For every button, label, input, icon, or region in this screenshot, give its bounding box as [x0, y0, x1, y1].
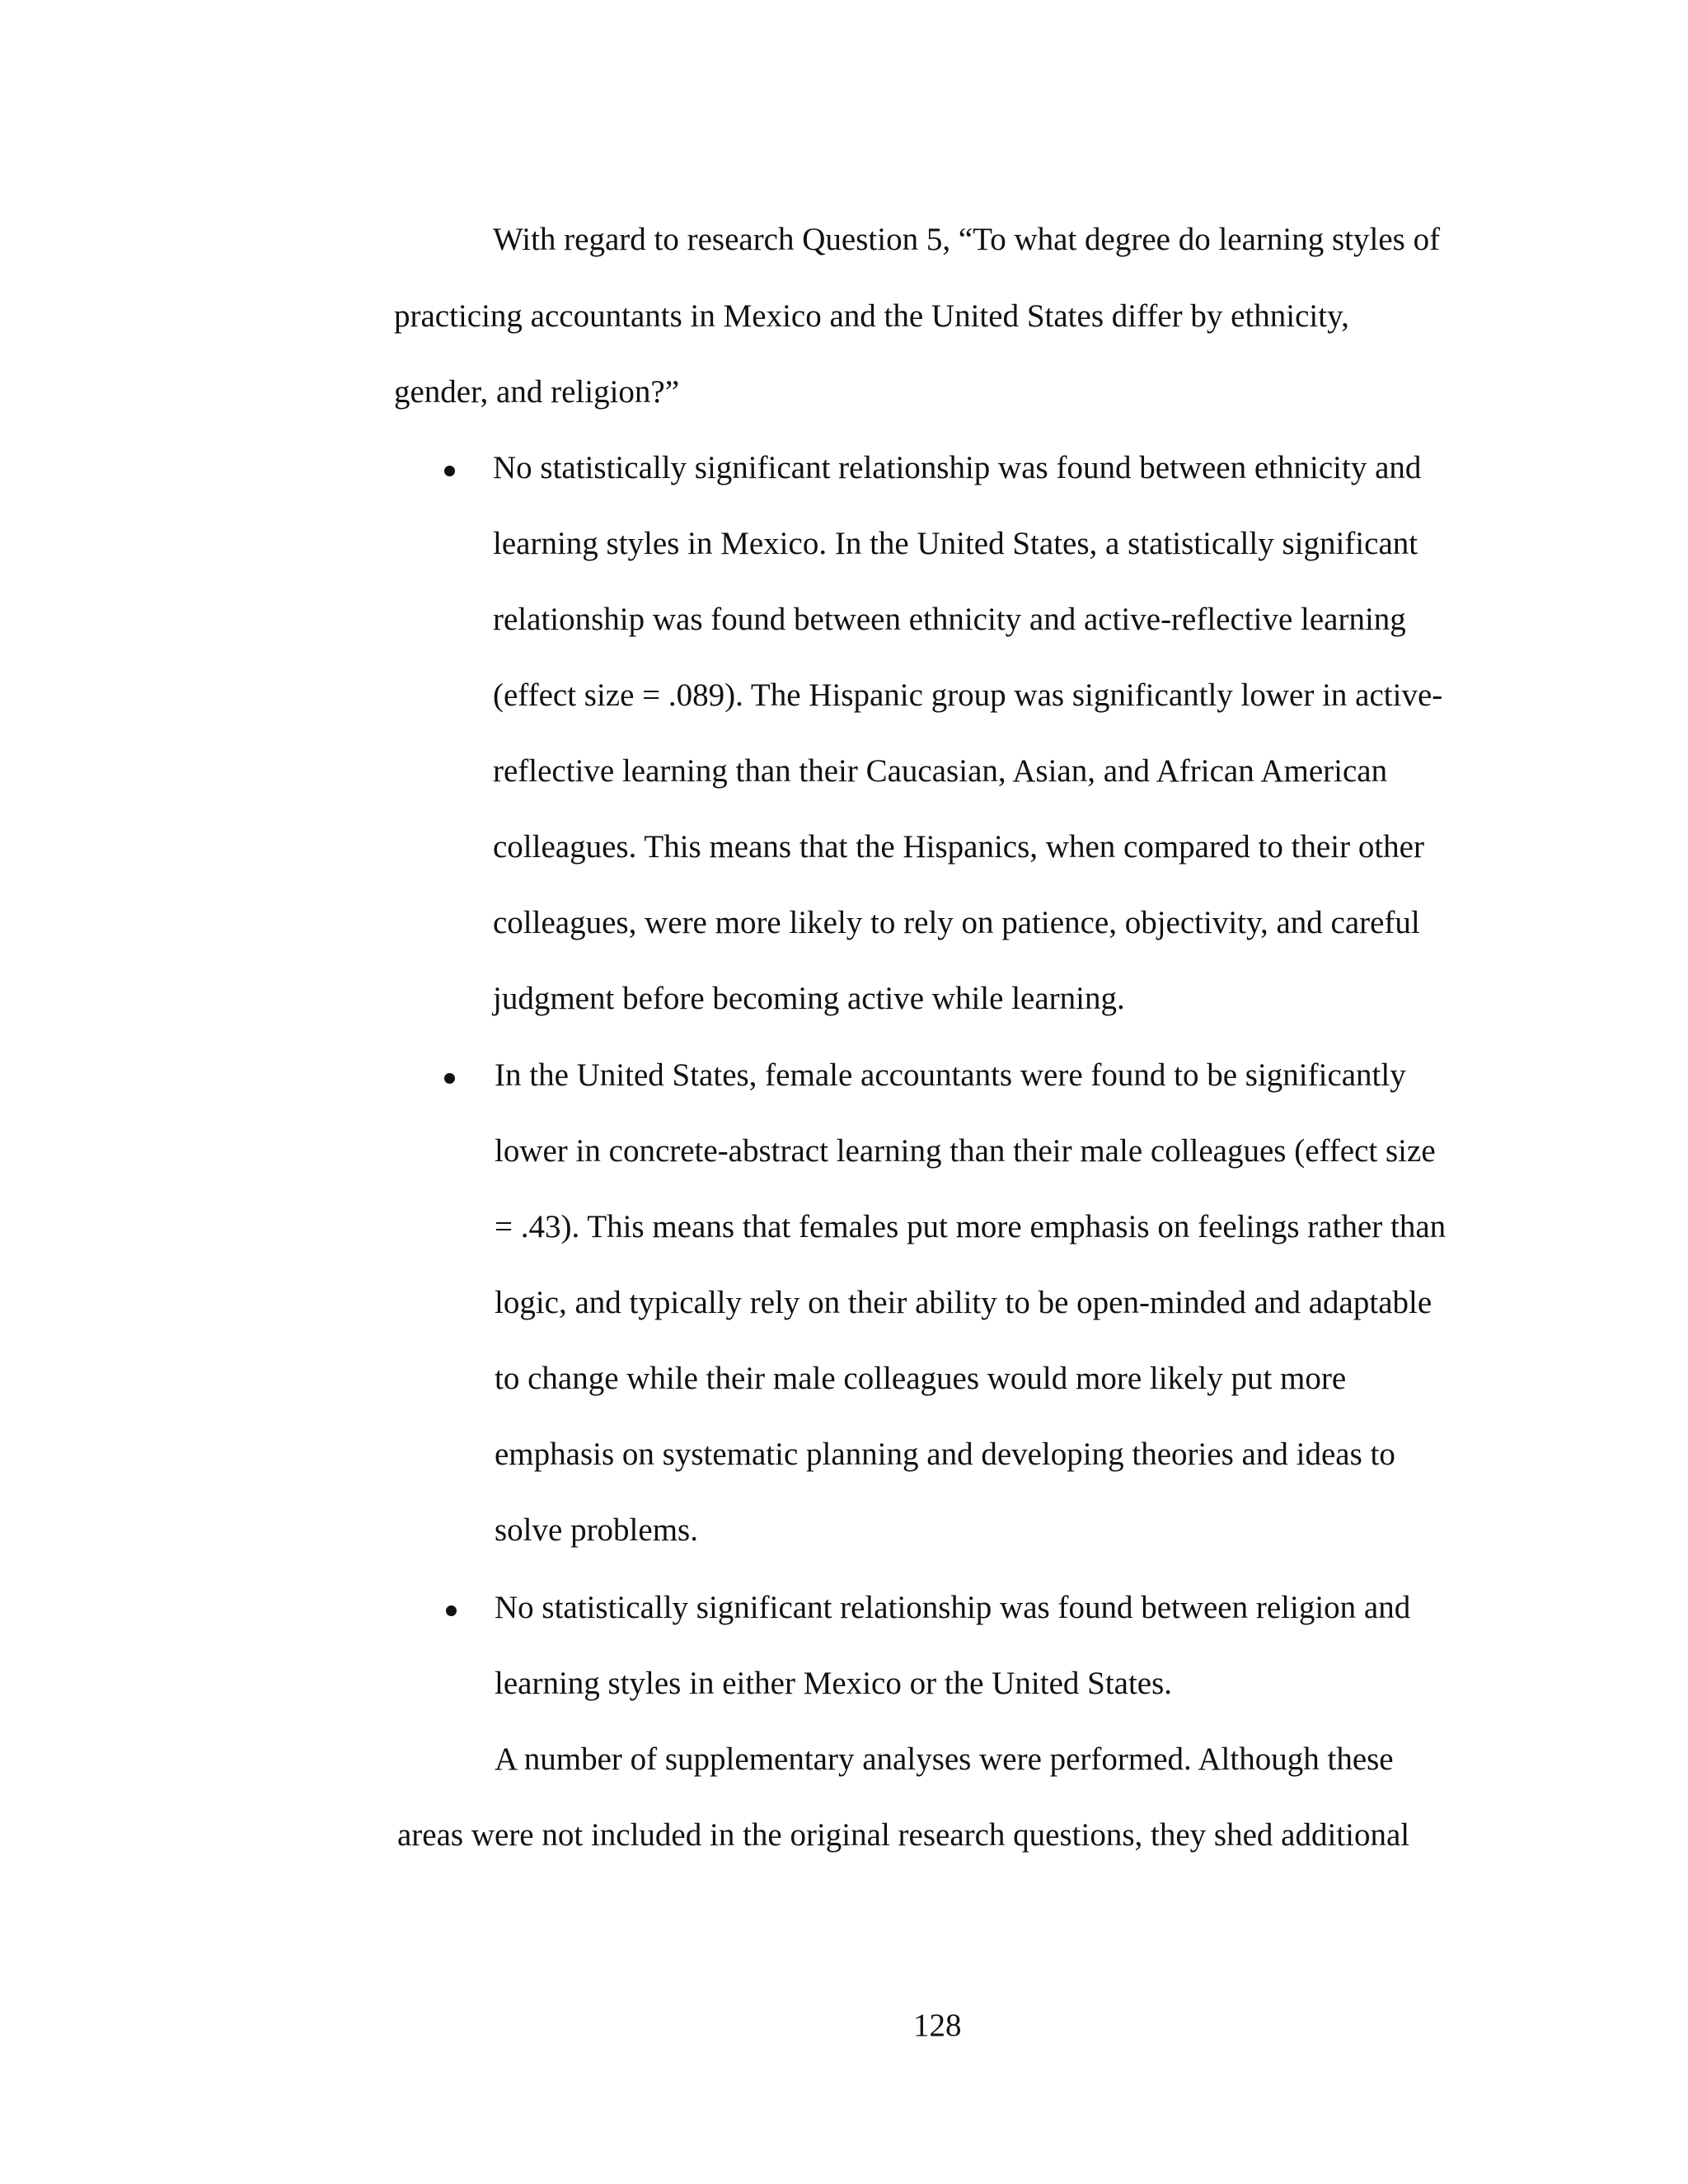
- bullet1-line-4: (effect size = .089). The Hispanic group was significantly lower in active-: [493, 677, 1443, 713]
- bullet2-line-1: In the United States, female accountants were found to be significantly: [495, 1057, 1406, 1093]
- bullet1-line-1: No statistically significant relationship was found between ethnicity and: [493, 450, 1422, 485]
- bullet2-line-2: lower in concrete-abstract learning than their male colleagues (effect size: [495, 1133, 1436, 1169]
- bullet2-line-6: emphasis on systematic planning and developing theories and ideas to: [495, 1436, 1395, 1472]
- bullet1-line-3: relationship was found between ethnicity and active-reflective learning: [493, 602, 1406, 637]
- bullet2-line-7: solve problems.: [495, 1512, 698, 1548]
- bullet3-line-1: No statistically significant relationship was found between religion and: [495, 1590, 1411, 1625]
- bullet2-line-5: to change while their male colleagues would more likely put more: [495, 1361, 1347, 1396]
- bullet-dot-1: [444, 466, 455, 476]
- intro-line-3: gender, and religion?”: [394, 374, 680, 410]
- bullet2-line-4: logic, and typically rely on their ability to be open-minded and adaptable: [495, 1285, 1432, 1320]
- intro-line-2: practicing accountants in Mexico and the United States differ by ethnicity,: [394, 298, 1349, 334]
- bullet-dot-2: [444, 1073, 455, 1084]
- bullet1-line-7: colleagues, were more likely to rely on patience, objectivity, and careful: [493, 905, 1420, 940]
- intro-line-1: With regard to research Question 5, “To what degree do learning styles of: [493, 222, 1441, 257]
- bullet1-line-5: reflective learning than their Caucasian, Asian, and African American: [493, 753, 1388, 789]
- bullet1-line-2: learning styles in Mexico. In the United States, a statistically significant: [493, 526, 1418, 561]
- bullet-dot-3: [446, 1605, 457, 1616]
- bullet2-line-3: = .43). This means that females put more emphasis on feelings rather than: [495, 1209, 1447, 1244]
- bullet1-line-8: judgment before becoming active while learning.: [493, 981, 1125, 1016]
- closing-line-1: A number of supplementary analyses were performed. Although these: [495, 1741, 1394, 1777]
- closing-line-2: areas were not included in the original research questions, they shed additional: [397, 1817, 1410, 1853]
- page-number: 128: [913, 2008, 962, 2043]
- bullet3-line-2: learning styles in either Mexico or the United States.: [495, 1666, 1173, 1701]
- bullet1-line-6: colleagues. This means that the Hispanics, when compared to their other: [493, 829, 1424, 865]
